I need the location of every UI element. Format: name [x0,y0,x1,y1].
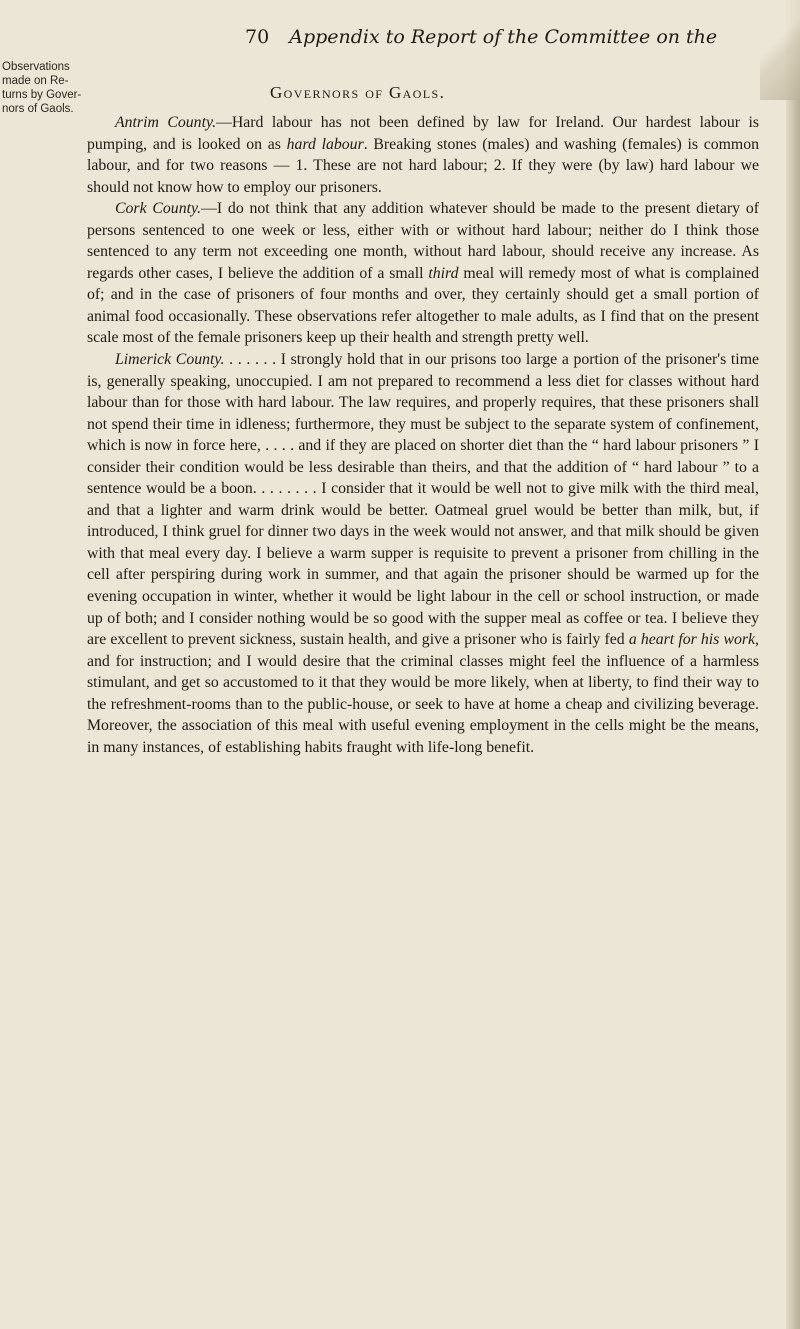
page-number: 70 [245,26,270,48]
paragraph-cork [87,198,759,349]
county-antrim: Antrim County. [115,114,217,131]
limerick-emphasis: a heart for his work [628,631,756,649]
limerick-text-1: . . . . . . I strongly hold that in our prisons too large a portion of the prisoner's time is, generally speaking, unoccupied. I am not prepared to recommend a less diet for classes without hard labour than for those with hard labour. The law requires, and properly requires, that these prisoners shall not spend their time in idleness; furthermore, they must be subject to the separate system of confinement, which is now in force here, . . . . and if they are placed on shorter diet than the “ hard labour prisoners ” I consider their condition would be less desirable than theirs, and that the addition of “ hard labour ” to a sentence would be a boon. . . . . . . . I consider that it would be well not to give milk with the third meal, and that a lighter and warm drink would be better. Oatmeal gruel would be better than milk, but, if introduced, I think gruel for dinner two days in the week would not answer, and that milk should be given with that meal every day. I believe a warm supper is requisite to prevent a prisoner from chilling in the cell after perspiring during work in summer, and that again the prisoner should be warmed up for the evening occupation in winter, whether it would be light labour in the cell or school instruction, or made up of both; and I consider nothing would be so good with the supper meal as coffee or tea. I believe they are excellent to prevent sickness, sustain health, and give a prisoner who is fairly fed [87,351,759,649]
running-head [245,26,765,48]
antrim-emphasis: hard labour [286,135,364,153]
margin-note: Observations made on Re-turns by Gover-nors of Gaols. [2,61,82,115]
antrim-text-2: . Breaking stones (males) and washing (females) is common labour, and for two reasons — 1. These are not hard labour; 2. If they were (by law) hard labour we should not know how to employ our prisoners. [87,135,759,196]
limerick-text-2: , and for instruction; and I would desire that the criminal classes might feel the influence of a harmless stimulant, and get so accustomed to it that they would be more likely, when at liberty, to find their way to the refreshment-rooms than to the public-house, or seek to have at home a cheap and civilizing beverage. Moreover, the association of this meal with useful evening employment in the cells might be the means, in many instances, of establishing habits fraught with life-long benefit. [87,631,759,756]
paragraph-limerick [87,349,759,758]
running-title: Appendix to Report of the Committee on the [289,26,718,48]
county-cork: Cork County. [115,200,202,218]
section-heading: Governors of Gaols. [270,83,446,102]
body-text [87,112,759,758]
county-limerick: Limerick County. [115,351,225,369]
paragraph-antrim [87,112,759,198]
page-edge [786,0,800,1329]
page-curl [760,0,800,100]
antrim-text-1: —Hard labour has not been defined by law for Ireland. Our hardest labour is pumping, and is looked on as [87,114,760,153]
cork-text-2: meal will remedy most of what is complained of; and in the case of prisoners of four months and over, they certainly should get a small portion of animal food occasionally. These observations refer altogether to male adults, as I find that on the present scale most of the female prisoners keep up their health and strength pretty well. [87,264,759,347]
cork-text-1: —I do not think that any addition whatever should be made to the present dietary of persons sentenced to one week or less, either with or without hard labour; neither do I think those sentenced to any term not exceeding one month, without hard labour, should receive any increase. As regards other cases, I believe the addition of a small [87,200,759,282]
cork-emphasis: third [428,264,459,282]
